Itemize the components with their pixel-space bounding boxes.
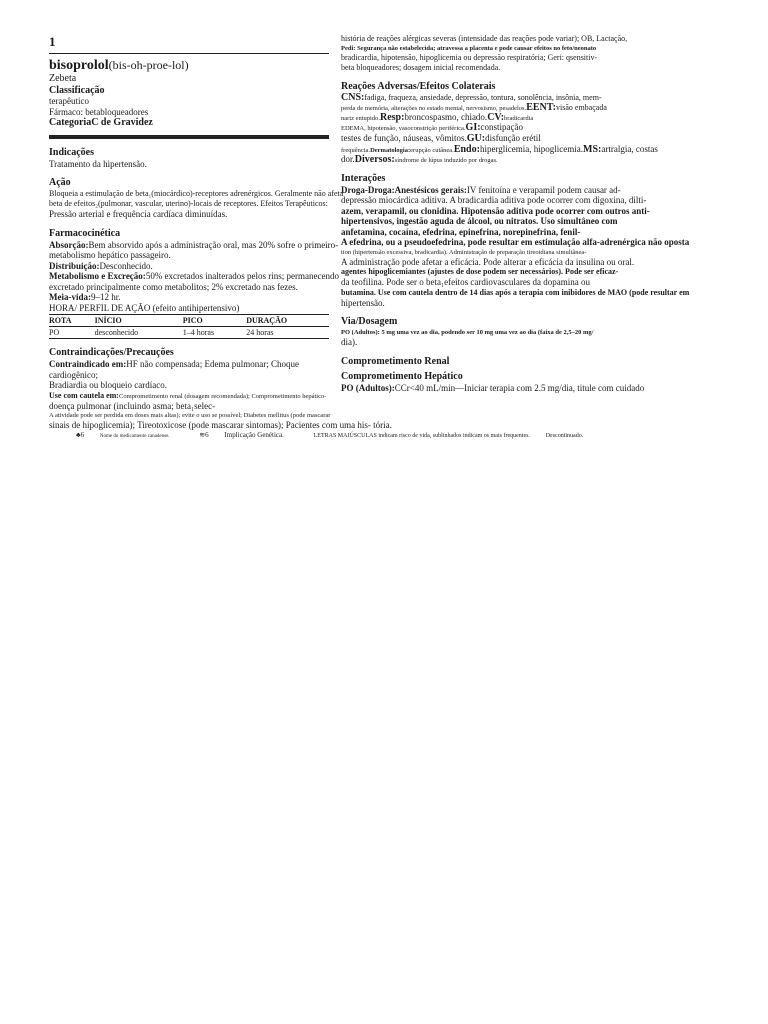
meia-vida-text: 9–12 hr. bbox=[91, 292, 121, 302]
eent-text: visão embaçada bbox=[556, 103, 607, 112]
derm-line bbox=[341, 145, 761, 155]
table-cell: desconhecido bbox=[95, 327, 183, 339]
droga-line5: anfetamina, cocaína, efedrina, epinefrina, norepinefrina, fenil- bbox=[341, 226, 581, 237]
page-number: 1 bbox=[49, 34, 56, 49]
droga-line12: hipertensão. bbox=[341, 297, 385, 308]
cautela-text: Comprometimento renal (dosagem recomendada); Comprometimento hepático- bbox=[118, 392, 327, 400]
contraindicado-text: HF não compensada; Edema pulmonar; Choque cardiogênico; bbox=[49, 359, 299, 380]
droga-anestesicos: Anestésicos gerais: bbox=[394, 184, 467, 195]
cautela-line4: sinais de hipoglicemia); Tireotoxicose (pode mascarar sintomas); Pacientes com uma his- tória. bbox=[49, 420, 392, 430]
table-cell: 1–4 horas bbox=[183, 327, 246, 339]
acao-heading: Ação bbox=[49, 177, 71, 188]
gi-label: GI: bbox=[465, 122, 481, 133]
edema-text: EDEMA, hipotensão, vasoconstrição periférica. bbox=[341, 125, 466, 132]
eent-label: EENT: bbox=[526, 102, 557, 113]
po-line: PO (Adultos): 5 mg uma vez ao dia, podendo ser 10 mg uma vez ao dia (faixa de 2,5–20 mg/ bbox=[341, 329, 594, 336]
hepatico-line bbox=[341, 383, 761, 394]
droga-line11: butamina. Use com cautela dentro de 14 dias após a terapia com inibidores de MAO (pode resultar em bbox=[341, 287, 690, 297]
diversos-text: síndrome de lúpus induzido por drogas. bbox=[394, 156, 498, 164]
diversos-line bbox=[341, 155, 761, 165]
metabolismo-label: Metabolismo e Excreção: bbox=[49, 271, 146, 281]
testes-text: testes de função, náuseas, vômitos. bbox=[341, 133, 467, 143]
po-line2: dia). bbox=[341, 337, 358, 347]
absorcao-text: Bem absorvido após a administração oral, mas 20% sofre o primeiro- bbox=[88, 239, 339, 250]
derm-label: Dermatologia: bbox=[370, 146, 411, 154]
derm-text: erupção cutânea. bbox=[410, 146, 454, 154]
drug-pronunciation: (bis-oh-proe-lol) bbox=[108, 58, 189, 72]
hepatico-heading: Comprometimento Hepático bbox=[341, 370, 463, 382]
reacoes-heading: Reações Adversas/Efeitos Colaterais bbox=[341, 81, 496, 92]
cautela-line2: doença pulmonar (incluindo asma; beta₁selec- bbox=[49, 400, 216, 411]
right-column bbox=[341, 34, 761, 393]
acao-line1: Bloqueia a estimulação de beta₁(miocárdico)-receptores adrenérgicos. Geralmente não afeta bbox=[49, 189, 344, 198]
brand-name: Zebeta bbox=[49, 73, 77, 84]
pedi-line3: beta bloqueadores; dosagem inicial recomendada. bbox=[341, 63, 501, 72]
metabolismo-line2: excretado principalmente como metabolitos; 2% excretado nas fezes. bbox=[49, 281, 298, 292]
classificacao-heading: Classificação bbox=[49, 84, 105, 96]
table-cell: PO bbox=[49, 327, 95, 339]
resp-line bbox=[341, 113, 761, 123]
cns-text: fadiga, fraqueza, ansiedade, depressão, tontura, sonolência, insônia, mem- bbox=[364, 93, 602, 102]
freq-text: frequência. bbox=[341, 146, 371, 154]
cautela-line bbox=[49, 391, 329, 401]
meia-vida-line bbox=[49, 292, 329, 303]
cautela-label: Use com cautela em: bbox=[49, 390, 119, 400]
distribuicao-text: Desconhecido. bbox=[99, 260, 153, 271]
droga-line10: da teofilina. Pode ser o beta₁efeitos cardiovasculares da dopamina ou bbox=[341, 277, 591, 287]
drug-title bbox=[49, 58, 329, 73]
gi-text: constipação bbox=[480, 122, 524, 132]
contraindicado-line bbox=[49, 359, 329, 380]
table-header: PICO bbox=[183, 315, 246, 327]
cns-label: CNS: bbox=[341, 92, 365, 103]
table-header-row bbox=[49, 315, 329, 327]
absorcao-line bbox=[49, 239, 339, 251]
action-profile-table bbox=[49, 314, 329, 339]
distribuicao-label: Distribuição: bbox=[49, 260, 100, 271]
cv-text: bradicardia bbox=[504, 115, 534, 122]
top-rule bbox=[49, 53, 329, 54]
absorcao-label: Absorção: bbox=[49, 239, 89, 250]
table-cell: 24 horas bbox=[246, 327, 329, 339]
contraindicado-label: Contraindicado em: bbox=[49, 359, 127, 369]
contraindicado-line2: Bradiardia ou bloqueio cardíaco. bbox=[49, 380, 167, 390]
canadian-drug-legend bbox=[76, 431, 184, 439]
renal-heading: Comprometimento Renal bbox=[341, 355, 450, 367]
farmacocinetica-heading: Farmacocinética bbox=[49, 227, 121, 239]
resp-label: Resp: bbox=[380, 112, 405, 123]
distribuicao-line bbox=[49, 261, 329, 272]
ms-text: artralgia, costas bbox=[601, 143, 658, 154]
droga-text: IV fenitoína e verapamil podem causar ad- bbox=[466, 184, 621, 195]
table-header: DURAÇÃO bbox=[246, 315, 329, 327]
droga-line9: agentes hipoglicemiantes (ajustes de dose podem ser necessários). Pode ser eficaz- bbox=[341, 267, 619, 276]
table-header: ROTA bbox=[49, 315, 95, 327]
ms-label: MS: bbox=[583, 143, 602, 155]
table-row bbox=[49, 327, 329, 339]
droga-line6: A efedrina, ou a pseudoefedrina, pode resultar em estimulação alfa-adrenérgica não oposta bbox=[341, 237, 690, 247]
droga-line8: A administração pode afetar a eficácia. Pode alterar a eficácia da insulina ou oral. bbox=[341, 256, 635, 267]
therapeutic-class: terapêutico bbox=[49, 96, 89, 106]
diversos-label: Diversos: bbox=[354, 153, 395, 165]
cautela-line3: A atividade pode ser perdida em doses mais altas); evite o uso se possível; Diabetes mellitus (pode mascarar bbox=[49, 412, 331, 419]
dna-icon: ≋6 bbox=[199, 431, 209, 439]
cns-text2: perda de memória, alterações no estado mental, nervosismo, pesadelos. bbox=[341, 105, 527, 112]
hepatico-text: CCr<40 mL/min—Iniciar terapia com 2.5 mg/dia, titule com cuidado bbox=[394, 382, 645, 393]
discontinued-legend: Descontinuado. bbox=[545, 433, 584, 439]
indicacoes-heading: Indicações bbox=[49, 146, 94, 158]
endo-text: hiperglicemia, hipoglicemia. bbox=[479, 143, 583, 154]
canadian-drug-text: Nome do medicamento canadense. bbox=[99, 434, 170, 439]
dor-text: dor. bbox=[341, 153, 355, 164]
pregnancy-category: CategoriaC de Gravidez bbox=[49, 117, 153, 128]
history-line: história de reações alérgicas severas (intensidade das reações pode variar); OB, Lactação, bbox=[341, 34, 628, 43]
gu-label: GU: bbox=[466, 133, 486, 144]
hora-perfil-heading: HORA/ PERFIL DE AÇÃO (efeito antihipertensivo) bbox=[49, 302, 240, 313]
drug-name: bisoprolol bbox=[49, 58, 109, 73]
via-dosagem-heading: Via/Dosagem bbox=[341, 316, 398, 327]
gu-text: disfunção erétil bbox=[485, 133, 541, 143]
table-header: INÍCIO bbox=[95, 315, 183, 327]
maple-leaf-icon: ♣6 bbox=[76, 431, 85, 439]
genetic-text: Implicação Genética. bbox=[224, 431, 284, 439]
droga-label: Droga-Droga: bbox=[341, 184, 395, 195]
capitals-legend: LETRAS MAIÚSCULAS indicam risco de vida, sublinhados indicam os mais frequentes. bbox=[313, 433, 530, 439]
contraindicacoes-heading: Contraindicações/Precauções bbox=[49, 347, 174, 358]
edema-line bbox=[341, 123, 761, 133]
droga-line7: tion (hipertensão excessiva, bradicardia). Administração de preparação tireoidiana simultânea- bbox=[341, 248, 587, 256]
section-rule bbox=[49, 135, 329, 139]
droga-line3: azem, verapamil, ou clonidina. Hipotensão aditiva pode ocorrer com outros anti- bbox=[341, 205, 650, 216]
indicacoes-text: Tratamento da hipertensão. bbox=[49, 158, 147, 169]
metabolismo-line bbox=[49, 271, 339, 282]
nariz-text: nariz entupido. bbox=[341, 115, 380, 122]
absorcao-line2: metabolismo hepático passageiro. bbox=[49, 250, 171, 260]
hepatico-po-label: PO (Adultos): bbox=[341, 382, 395, 393]
pedi-line2: bradicardia, hipotensão, hipoglicemia ou depressão respiratória; Geri: qsensitiv- bbox=[341, 53, 598, 62]
droga-line bbox=[341, 185, 761, 196]
meia-vida-label: Meia-vida: bbox=[49, 292, 91, 302]
pharmacologic-class: Fármaco: betabloqueadores bbox=[49, 106, 149, 117]
droga-line2: depressão miocárdica aditiva. A bradicardia aditiva pode ocorrer com digoxina, dilti- bbox=[341, 195, 647, 205]
pedi-line: Pedi: Segurança não estabelecida; atravessa a placenta e pode causar efeitos no feto/neonato bbox=[341, 45, 597, 52]
droga-line4: hipertensivos, ingestão aguda de álcool, ou nitratos. Uso simultâneo com bbox=[341, 216, 618, 226]
interacoes-heading: Interações bbox=[341, 172, 386, 184]
acao-line2: beta de efeitos₂(pulmonar, vascular, uterino)-locais de receptores. Efeitos Terapêuticos: bbox=[49, 199, 328, 208]
cv-label: CV: bbox=[487, 112, 505, 123]
resp-text: broncospasmo, chiado. bbox=[404, 112, 488, 122]
endo-label: Endo: bbox=[453, 143, 480, 155]
acao-line3: Pressão arterial e frequência cardíaca diminuídas. bbox=[49, 209, 228, 219]
footer-legend bbox=[76, 431, 597, 439]
metabolismo-text: 50% excretados inalterados pelos rins; permanecendo bbox=[145, 271, 339, 281]
genetic-legend bbox=[199, 431, 298, 439]
